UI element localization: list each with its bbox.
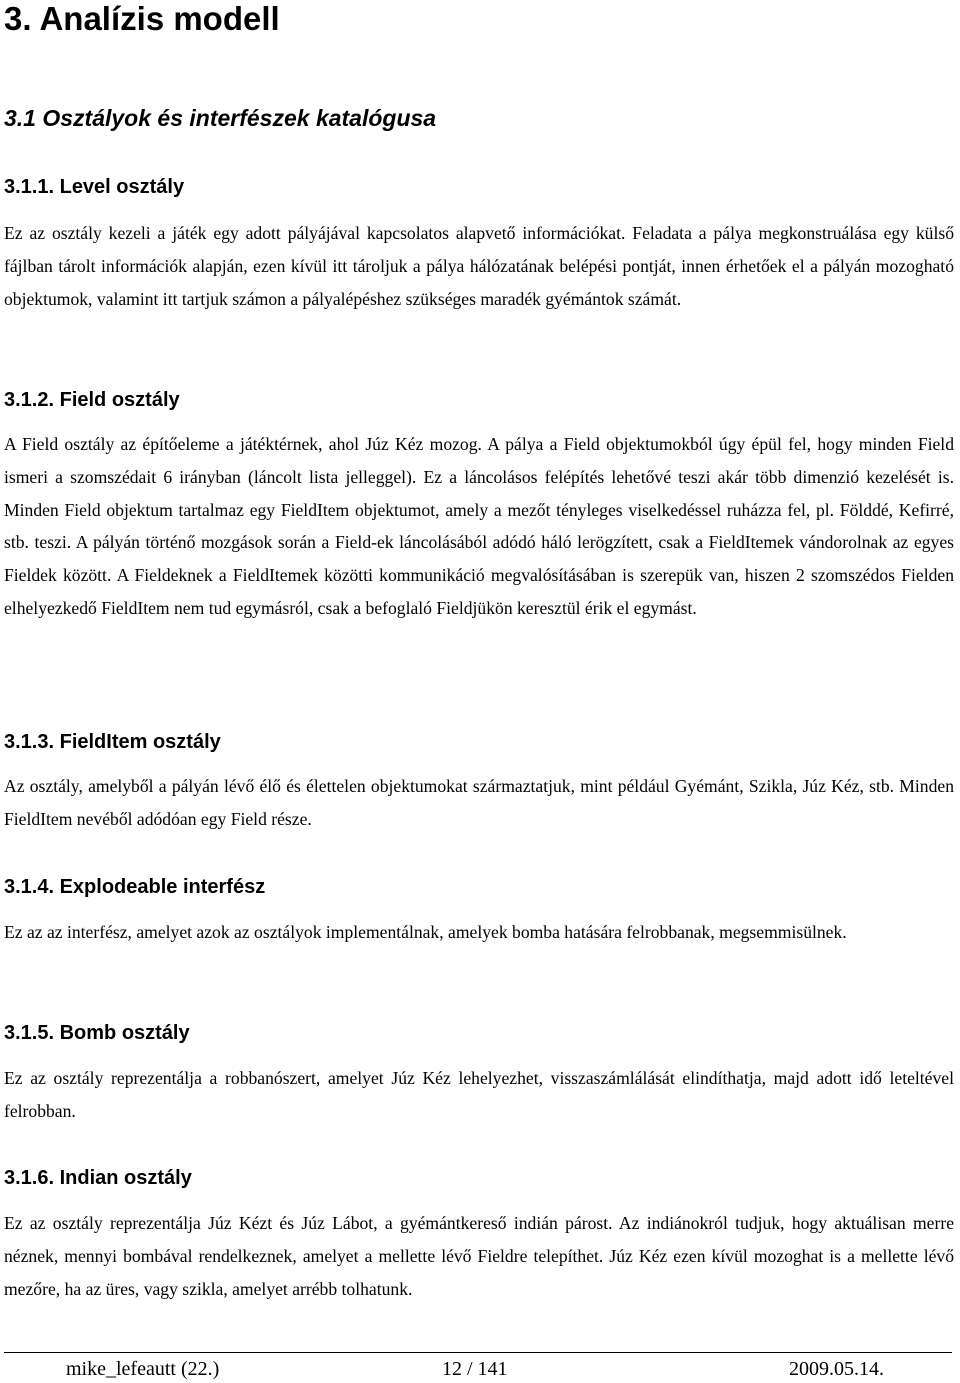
subsection-heading-level: 3.1.1. Level osztály (4, 176, 185, 198)
subsection-heading-indian: 3.1.6. Indian osztály (4, 1167, 192, 1189)
subsection-heading-bomb: 3.1.5. Bomb osztály (4, 1022, 190, 1044)
footer-divider (4, 1352, 952, 1353)
section-title: 3.1 Osztályok és interfészek katalógusa (4, 105, 437, 131)
subsection-heading-explodeable: 3.1.4. Explodeable interfész (4, 876, 266, 898)
subsection-text-level: Ez az osztály kezeli a játék egy adott pályájával kapcsolatos alapvető információkat. Feladata a pálya megkonstruálása egy külső fájlban tárolt információk alapján, ezen kívül itt tároljuk a pálya hálózatának belépési pontját, innen érhetőek el a pályán mozogható objektumok, valamint itt tartjuk számon a pályalépéshez szükséges maradék gyémántok számát. (4, 223, 954, 309)
subsection-text-indian: Ez az osztály reprezentálja Júz Kézt és Júz Lábot, a gyémántkereső indián párost. Az indiánokról tudjuk, hogy aktuálisan merre néznek, mennyi bombával rendelkeznek, amelyet a mellette lévő Fieldre telepíthet. Júz Kéz ezen kívül mozoghat is a mellette lévő mezőre, ha az üres, vagy szikla, amelyet arrébb tolhatunk. (4, 1213, 954, 1299)
footer-page-number: 12 / 141 (442, 1358, 508, 1380)
subsection-heading-field: 3.1.2. Field osztály (4, 389, 180, 411)
chapter-title: 3. Analízis modell (4, 0, 280, 37)
subsection-text-fielditem: Az osztály, amelyből a pályán lévő élő és élettelen objektumokat származtatjuk, mint például Gyémánt, Szikla, Júz Kéz, stb. Minden FieldItem nevéből adódóan egy Field része. (4, 776, 954, 829)
footer-author: mike_lefeautt (22.) (66, 1358, 220, 1380)
subsection-heading-fielditem: 3.1.3. FieldItem osztály (4, 731, 221, 753)
subsection-text-field: A Field osztály az építőeleme a játéktérnek, ahol Júz Kéz mozog. A pálya a Field objektumokból úgy épül fel, hogy minden Field ismeri a szomszédait 6 irányban (láncolt lista jelleggel). Ez a láncolásos felépítés lehetővé teszi akár több dimenzió kezelését is. Minden Field objektum tartalmaz egy FieldItem objektumot, amely a mezőt tényleges viselkedéssel ruházza fel, pl. Földdé, Kefirré, stb. teszi. A pályán történő mozgások során a Field-ek láncolásából adódó háló lerögzített, csak a FieldItemek vándorolnak az egyes Fieldek között. A Fieldeknek a FieldItemek közötti kommunikáció megvalósításában is szerepük van, hiszen 2 szomszédos Fielden elhelyezkedő FieldItem nem tud egymásról, csak a befoglaló Fieldjükön keresztül érik el egymást. (4, 434, 954, 618)
subsection-text-bomb: Ez az osztály reprezentálja a robbanószert, amelyet Júz Kéz lehelyezhet, visszaszámlálását elindíthatja, majd adott idő leteltével felrobban. (4, 1068, 954, 1121)
subsection-text-explodeable: Ez az az interfész, amelyet azok az osztályok implementálnak, amelyek bomba hatására felrobbanak, megsemmisülnek. (4, 922, 847, 942)
footer-date: 2009.05.14. (789, 1358, 884, 1380)
